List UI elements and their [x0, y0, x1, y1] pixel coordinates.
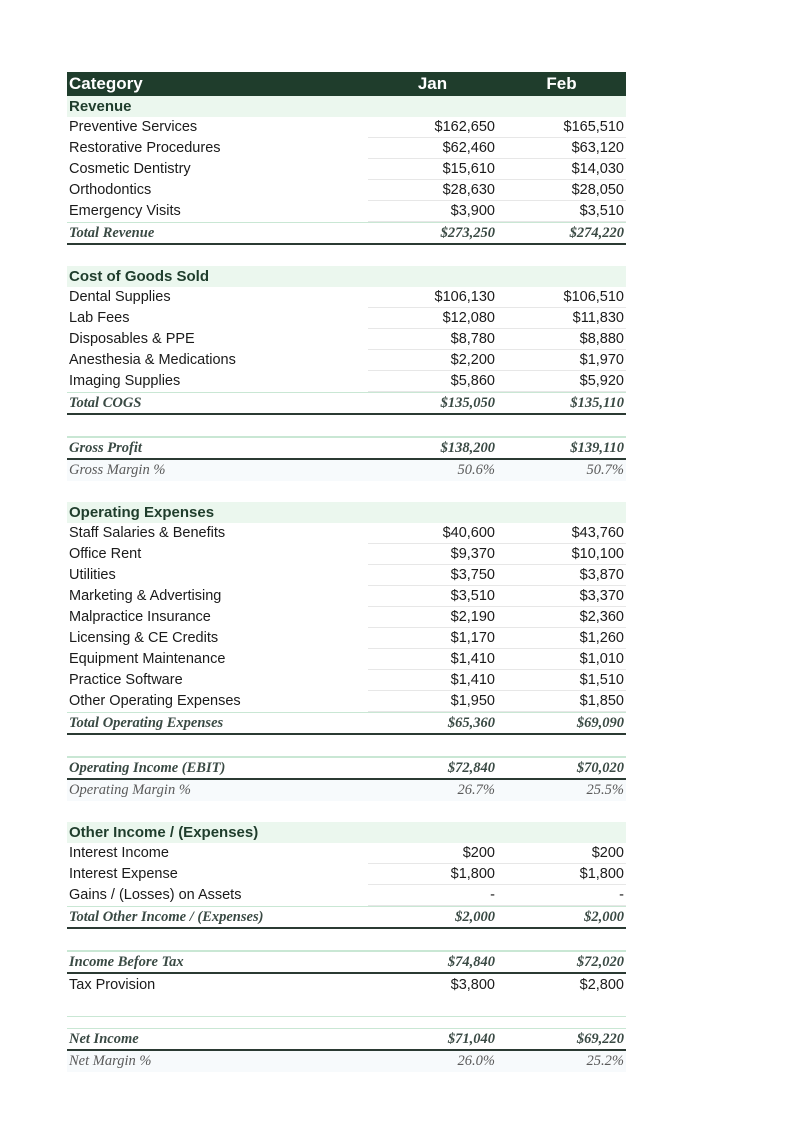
cell-feb: $69,090	[576, 714, 624, 731]
cell-feb: $200	[497, 843, 626, 864]
table-row	[67, 308, 626, 329]
row-label: Gross Margin %	[69, 462, 166, 478]
table-row	[67, 138, 626, 159]
cell-feb: $69,220	[576, 1030, 624, 1047]
cell-jan: $3,750	[368, 565, 497, 586]
net-margin-row	[67, 1051, 626, 1072]
table-row	[67, 565, 626, 586]
header-feb: Feb	[546, 74, 577, 93]
cell-feb: $70,020	[576, 759, 624, 776]
row-label: Utilities	[69, 567, 116, 583]
cell-jan: $8,780	[368, 329, 497, 350]
cell-feb: $3,870	[497, 565, 626, 586]
row-label: Income Before Tax	[69, 953, 184, 970]
cell-feb: $135,110	[570, 394, 624, 411]
cell-feb: $10,100	[497, 544, 626, 565]
spacer	[67, 1017, 626, 1028]
table-row	[67, 607, 626, 628]
section-opex	[67, 502, 626, 523]
cell-feb: $63,120	[497, 138, 626, 159]
operating-income-row	[67, 757, 626, 780]
row-label: Operating Margin %	[69, 782, 191, 798]
cell-feb: $1,010	[497, 649, 626, 670]
cell-feb: $28,050	[497, 180, 626, 201]
cell-jan: $74,840	[447, 953, 495, 970]
total-cogs-row	[67, 392, 626, 415]
table-row	[67, 864, 626, 885]
header-category: Category	[69, 74, 143, 93]
cell-jan: $5,860	[368, 371, 497, 392]
row-label: Disposables & PPE	[69, 331, 195, 347]
net-income-row	[67, 1028, 626, 1051]
row-label: Total COGS	[69, 394, 142, 411]
row-label: Licensing & CE Credits	[69, 630, 219, 646]
gross-margin-row	[67, 460, 626, 481]
section-revenue	[67, 96, 626, 117]
cell-jan: $15,610	[368, 159, 497, 180]
row-label: Lab Fees	[69, 310, 130, 326]
cell-jan: 26.7%	[457, 782, 495, 798]
cell-feb: 25.5%	[586, 782, 624, 798]
cell-jan: 26.0%	[457, 1053, 495, 1069]
cell-jan: $12,080	[368, 308, 497, 329]
cell-feb: $14,030	[497, 159, 626, 180]
row-label: Practice Software	[69, 672, 183, 688]
section-other	[67, 822, 626, 843]
spacer	[67, 929, 626, 951]
cell-feb: $1,800	[497, 864, 626, 885]
cell-jan: $135,050	[440, 394, 495, 411]
table-row	[67, 649, 626, 670]
table-row	[67, 159, 626, 180]
cell-feb: $1,260	[497, 628, 626, 649]
cell-jan: 50.6%	[457, 462, 495, 478]
row-label: Interest Income	[69, 845, 169, 861]
cell-jan: $162,650	[368, 117, 497, 138]
table-header	[67, 72, 626, 96]
row-label: Operating Income (EBIT)	[69, 759, 226, 776]
cell-feb: $72,020	[576, 953, 624, 970]
spacer	[67, 481, 626, 502]
cell-feb: $2,000	[584, 908, 624, 925]
table-row	[67, 350, 626, 371]
cell-feb: 25.2%	[586, 1053, 624, 1069]
row-label: Equipment Maintenance	[69, 651, 226, 667]
cell-feb: $274,220	[569, 224, 624, 241]
section-title: Revenue	[69, 98, 132, 115]
row-label: Malpractice Insurance	[69, 609, 211, 625]
total-revenue-row	[67, 222, 626, 245]
table-row	[67, 628, 626, 649]
row-label: Tax Provision	[69, 976, 156, 993]
section-title: Other Income / (Expenses)	[69, 824, 259, 841]
total-opex-row	[67, 712, 626, 735]
table-row	[67, 544, 626, 565]
cell-feb: $11,830	[497, 308, 626, 329]
table-row	[67, 201, 626, 222]
cell-jan: $200	[368, 843, 497, 864]
table-row	[67, 885, 626, 906]
cell-jan: $273,250	[440, 224, 495, 241]
row-label: Restorative Procedures	[69, 140, 221, 156]
cell-jan: $1,800	[368, 864, 497, 885]
gross-profit-row	[67, 437, 626, 460]
section-title: Cost of Goods Sold	[69, 268, 209, 285]
row-label: Orthodontics	[69, 182, 152, 198]
row-label: Office Rent	[69, 546, 142, 562]
row-label: Imaging Supplies	[69, 373, 181, 389]
row-label: Net Margin %	[69, 1053, 152, 1069]
total-other-row	[67, 906, 626, 929]
cell-feb: $3,510	[497, 201, 626, 222]
row-label: Other Operating Expenses	[69, 693, 241, 709]
cell-feb: $1,970	[497, 350, 626, 371]
cell-jan: $62,460	[368, 138, 497, 159]
table-row	[67, 843, 626, 864]
row-label: Gains / (Losses) on Assets	[69, 887, 242, 903]
table-row	[67, 371, 626, 392]
row-label: Dental Supplies	[69, 289, 171, 305]
cell-jan: $3,800	[450, 976, 495, 993]
table-row	[67, 670, 626, 691]
cell-jan: $2,190	[368, 607, 497, 628]
cell-jan: $2,200	[368, 350, 497, 371]
cell-jan: $40,600	[368, 523, 497, 544]
cell-feb: $2,360	[497, 607, 626, 628]
row-label: Net Income	[69, 1030, 139, 1047]
cell-jan: $1,410	[368, 670, 497, 691]
cell-jan: $72,840	[447, 759, 495, 776]
cell-jan: $2,000	[455, 908, 495, 925]
table-row	[67, 329, 626, 350]
row-label: Emergency Visits	[69, 203, 181, 219]
spacer	[67, 801, 626, 822]
cell-jan: $3,900	[368, 201, 497, 222]
cell-feb: $2,800	[579, 976, 624, 993]
cell-feb: -	[497, 885, 626, 906]
cell-jan: $28,630	[368, 180, 497, 201]
row-label: Interest Expense	[69, 866, 178, 882]
cell-feb: $139,110	[570, 439, 624, 456]
cell-jan: $138,200	[440, 439, 495, 456]
income-before-tax-row	[67, 951, 626, 974]
row-label: Anesthesia & Medications	[69, 352, 236, 368]
spacer	[67, 995, 626, 1017]
row-label: Gross Profit	[69, 439, 142, 456]
cell-feb: $43,760	[497, 523, 626, 544]
table-row	[67, 586, 626, 607]
header-jan: Jan	[417, 74, 448, 93]
cell-jan: $1,950	[368, 691, 497, 712]
table-row	[67, 523, 626, 544]
cell-feb: $106,510	[497, 287, 626, 308]
operating-margin-row	[67, 780, 626, 801]
row-label: Total Other Income / (Expenses)	[69, 908, 264, 925]
row-label: Preventive Services	[69, 119, 198, 135]
spacer	[67, 735, 626, 757]
row-label: Cosmetic Dentistry	[69, 161, 191, 177]
section-title: Operating Expenses	[69, 504, 215, 521]
income-statement-table	[67, 72, 626, 1072]
row-label: Staff Salaries & Benefits	[69, 525, 226, 541]
cell-jan: $106,130	[368, 287, 497, 308]
section-cogs	[67, 266, 626, 287]
cell-jan: -	[368, 885, 497, 906]
row-label: Total Operating Expenses	[69, 714, 224, 731]
spacer	[67, 245, 626, 266]
cell-jan: $71,040	[447, 1030, 495, 1047]
cell-feb: 50.7%	[586, 462, 624, 478]
spacer	[67, 415, 626, 437]
cell-jan: $1,170	[368, 628, 497, 649]
table-row	[67, 691, 626, 712]
cell-jan: $65,360	[447, 714, 495, 731]
cell-feb: $3,370	[497, 586, 626, 607]
cell-feb: $5,920	[497, 371, 626, 392]
table-row	[67, 287, 626, 308]
cell-feb: $1,510	[497, 670, 626, 691]
table-row	[67, 117, 626, 138]
row-label: Marketing & Advertising	[69, 588, 222, 604]
cell-jan: $1,410	[368, 649, 497, 670]
cell-feb: $165,510	[497, 117, 626, 138]
cell-feb: $1,850	[497, 691, 626, 712]
cell-feb: $8,880	[497, 329, 626, 350]
table-row	[67, 180, 626, 201]
cell-jan: $9,370	[368, 544, 497, 565]
row-label: Total Revenue	[69, 224, 155, 241]
cell-jan: $3,510	[368, 586, 497, 607]
tax-provision-row	[67, 974, 626, 995]
